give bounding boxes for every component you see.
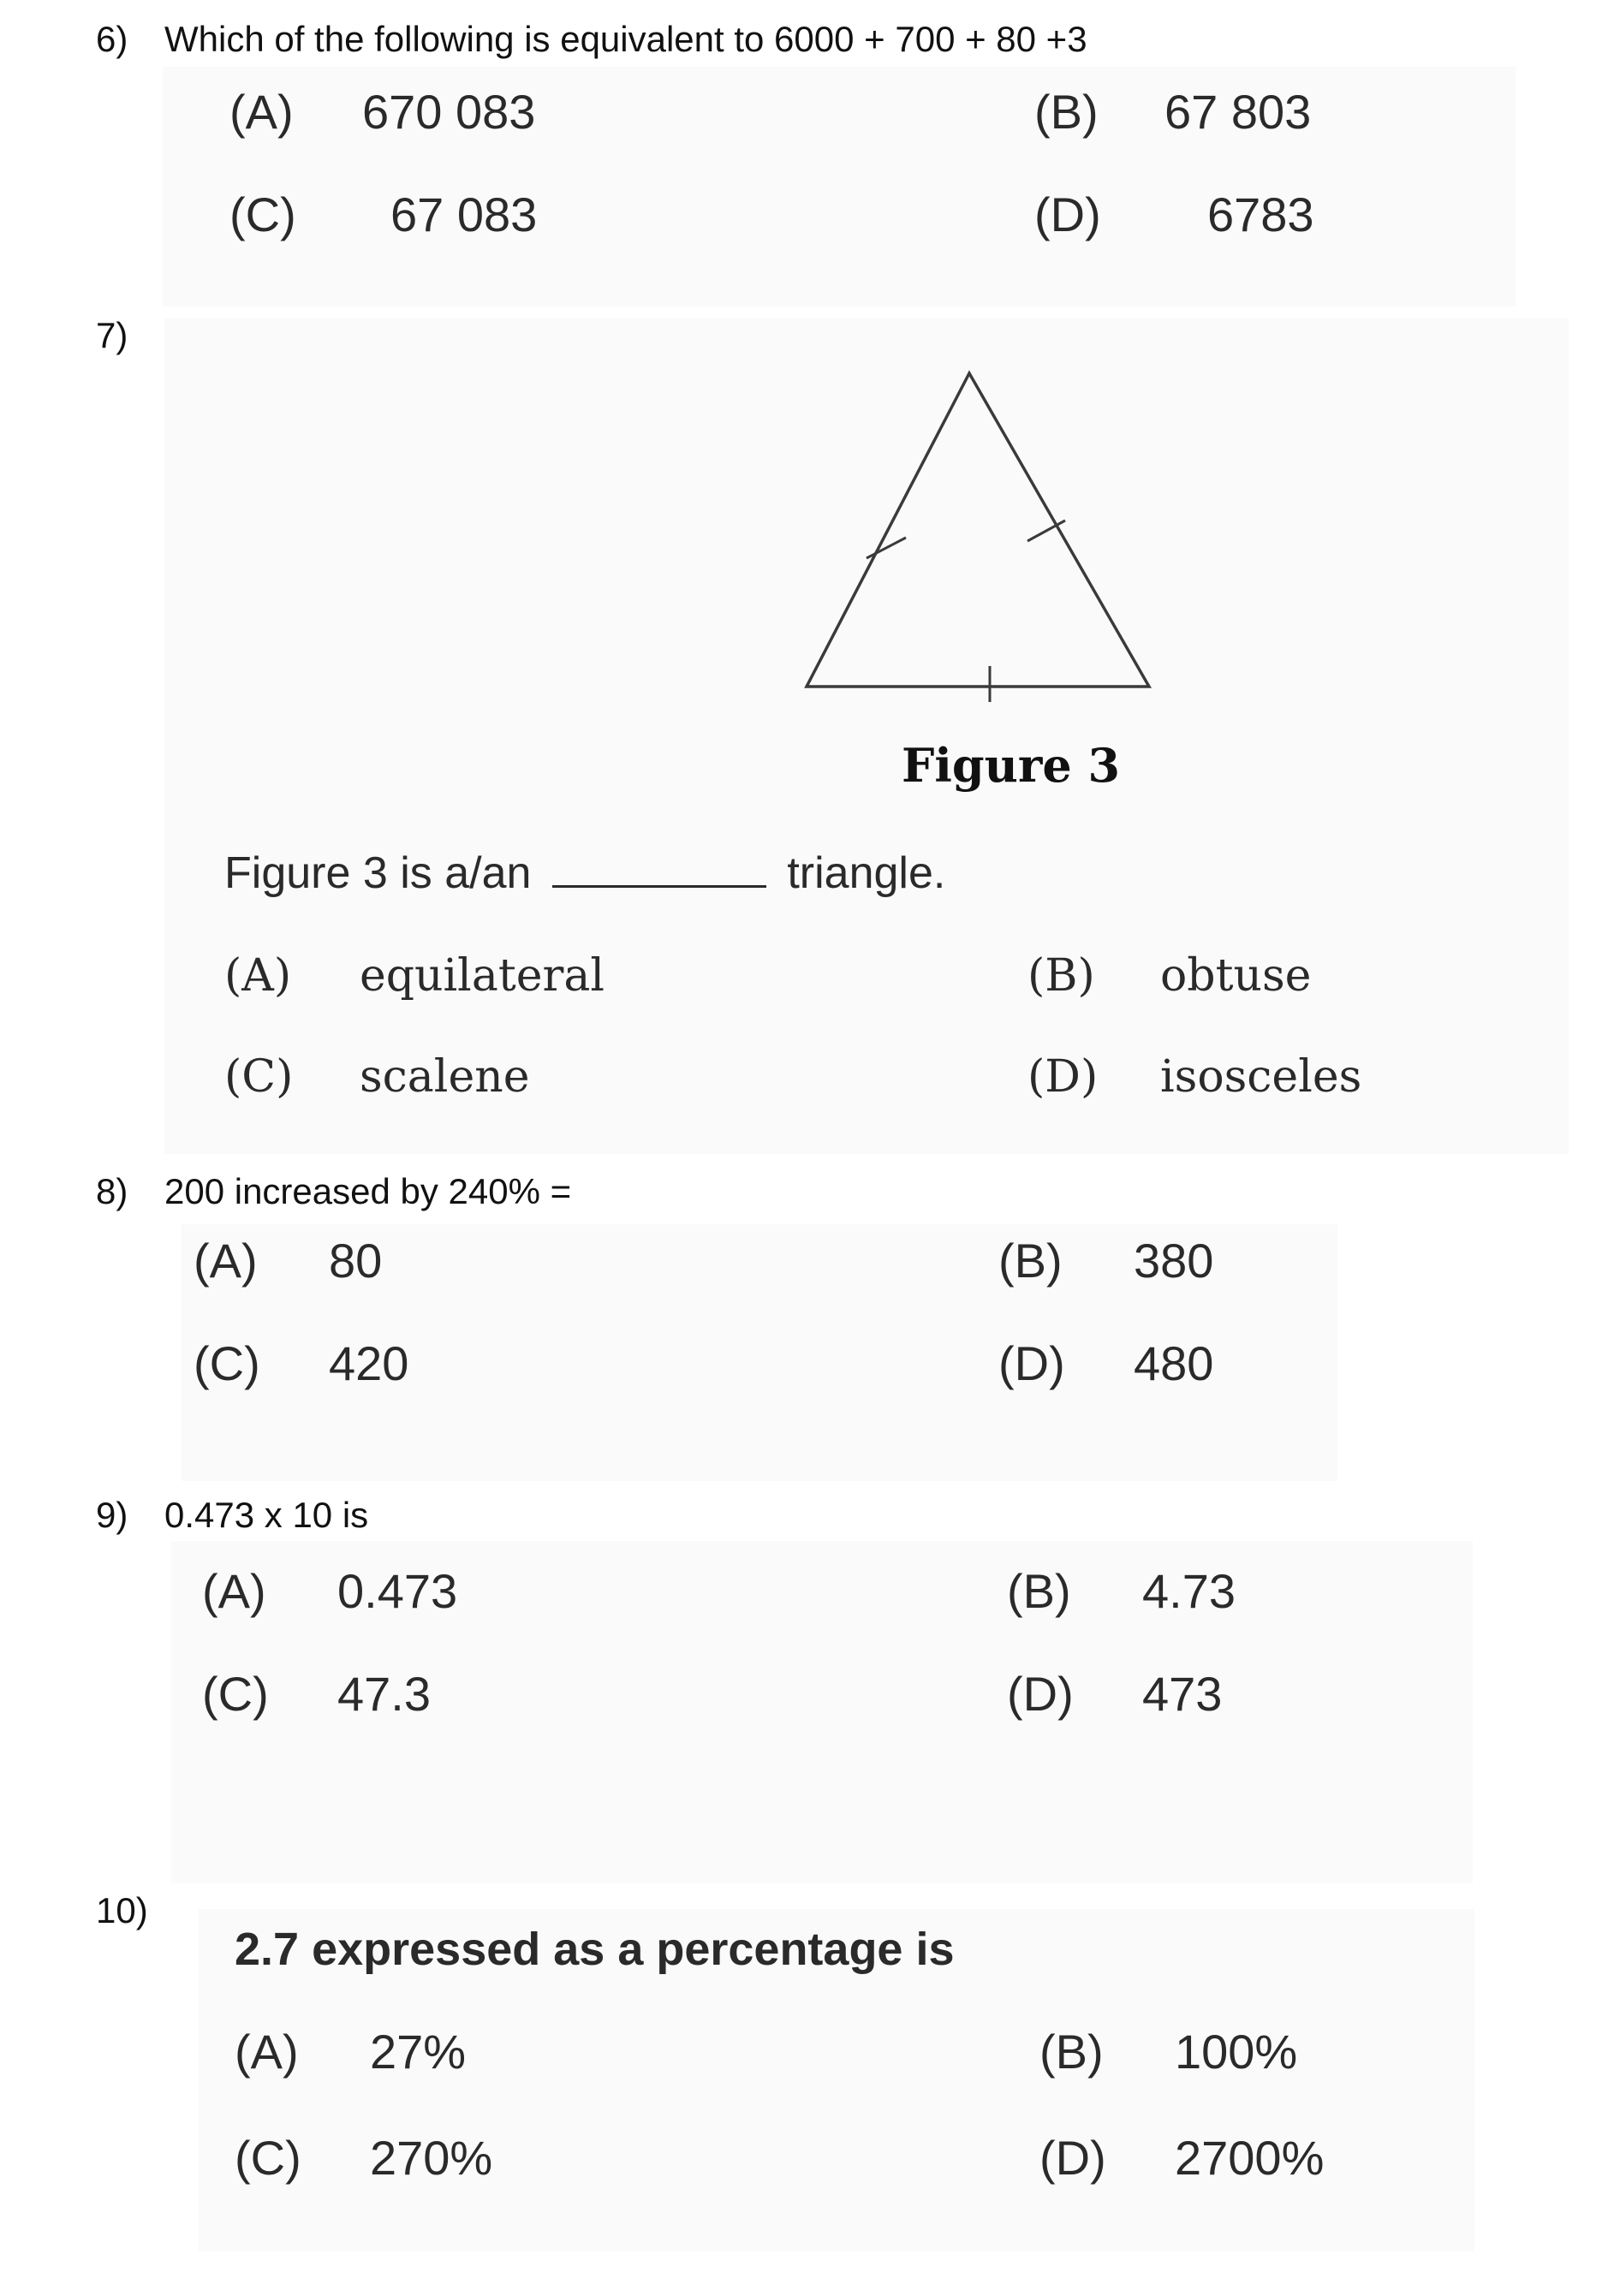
q10-stem: 2.7 expressed as a percentage is [235,1924,955,1975]
option-value: isosceles [1160,1051,1362,1103]
q7-option-c[interactable] [224,1051,529,1103]
option-label: (D) [1027,1051,1099,1103]
q10-option-d[interactable] [1039,2130,1324,2186]
q8-option-d[interactable] [998,1335,1213,1391]
figure-caption: Figure 3 [902,738,1121,793]
q7-number: 7) [96,315,128,355]
q7-stem [224,848,945,899]
option-label: (D) [1039,2131,1106,2185]
option-label: (B) [1039,2025,1104,2079]
q9-stem: 0.473 x 10 is [164,1495,369,1535]
option-label: (B) [998,1234,1063,1288]
option-value: scalene [360,1051,530,1103]
q6-option-c[interactable] [229,187,537,242]
option-label: (D) [1007,1667,1074,1721]
option-label: (C) [202,1667,269,1721]
option-value: equilateral [360,950,605,1002]
q9-number: 9) [96,1495,128,1535]
option-label: (B) [1027,950,1095,1002]
option-value: 0.473 [337,1564,458,1618]
option-label: (A) [224,950,292,1002]
option-value: 473 [1142,1667,1223,1721]
option-value: 4.73 [1142,1564,1236,1618]
option-value: 6783 [1207,187,1314,241]
q7-stem-before: Figure 3 is a/an [224,848,532,898]
option-label: (A) [202,1564,266,1618]
q6-stem: Which of the following is equivalent to 6000 + 700 + 80 +3 [164,19,1087,59]
q8-option-b[interactable] [998,1233,1213,1288]
option-label: (D) [998,1336,1065,1390]
q8-stem: 200 increased by 240% = [164,1171,572,1211]
option-label: (C) [224,1051,294,1103]
q7-option-a[interactable] [224,950,605,1002]
option-label: (A) [235,2025,299,2079]
option-label: (C) [194,1336,260,1390]
option-value: 670 083 [362,85,536,139]
option-label: (C) [229,187,296,241]
option-value: 420 [329,1336,409,1390]
option-value: obtuse [1160,950,1312,1002]
q7-option-d[interactable] [1027,1051,1361,1103]
q6-option-b[interactable] [1034,84,1311,140]
q7-stem-after: triangle. [787,848,946,898]
q8-option-c[interactable] [194,1335,408,1391]
q6-option-d[interactable] [1034,187,1314,242]
triangle-figure [796,360,1156,702]
option-value: 27% [370,2025,467,2079]
q10-number: 10) [96,1890,148,1930]
answer-blank [552,885,766,888]
option-label: (B) [1034,85,1099,139]
option-value: 100% [1175,2025,1298,2079]
option-label: (D) [1034,187,1101,241]
q10-option-a[interactable] [235,2024,466,2079]
option-value: 2700% [1175,2131,1325,2185]
option-value: 47.3 [337,1667,431,1721]
option-label: (C) [235,2131,301,2185]
q9-option-a[interactable] [202,1563,457,1619]
q8-option-a[interactable] [194,1233,382,1288]
option-label: (A) [229,85,294,139]
option-value: 80 [329,1234,383,1288]
q9-option-d[interactable] [1007,1666,1222,1722]
q6-option-a[interactable] [229,84,535,140]
q6-number: 6) [96,19,128,59]
option-value: 270% [370,2131,493,2185]
q8-number: 8) [96,1171,128,1211]
option-label: (A) [194,1234,258,1288]
option-label: (B) [1007,1564,1071,1618]
q9-option-b[interactable] [1007,1563,1236,1619]
option-value: 67 803 [1164,85,1312,139]
q9-option-c[interactable] [202,1666,431,1722]
q10-option-b[interactable] [1039,2024,1297,2079]
q10-option-c[interactable] [235,2130,492,2186]
q7-option-b[interactable] [1027,950,1311,1002]
tick-left-side [867,538,906,558]
option-value: 480 [1134,1336,1214,1390]
triangle-outline [807,373,1149,687]
option-value: 380 [1134,1234,1214,1288]
option-value: 67 083 [390,187,538,241]
